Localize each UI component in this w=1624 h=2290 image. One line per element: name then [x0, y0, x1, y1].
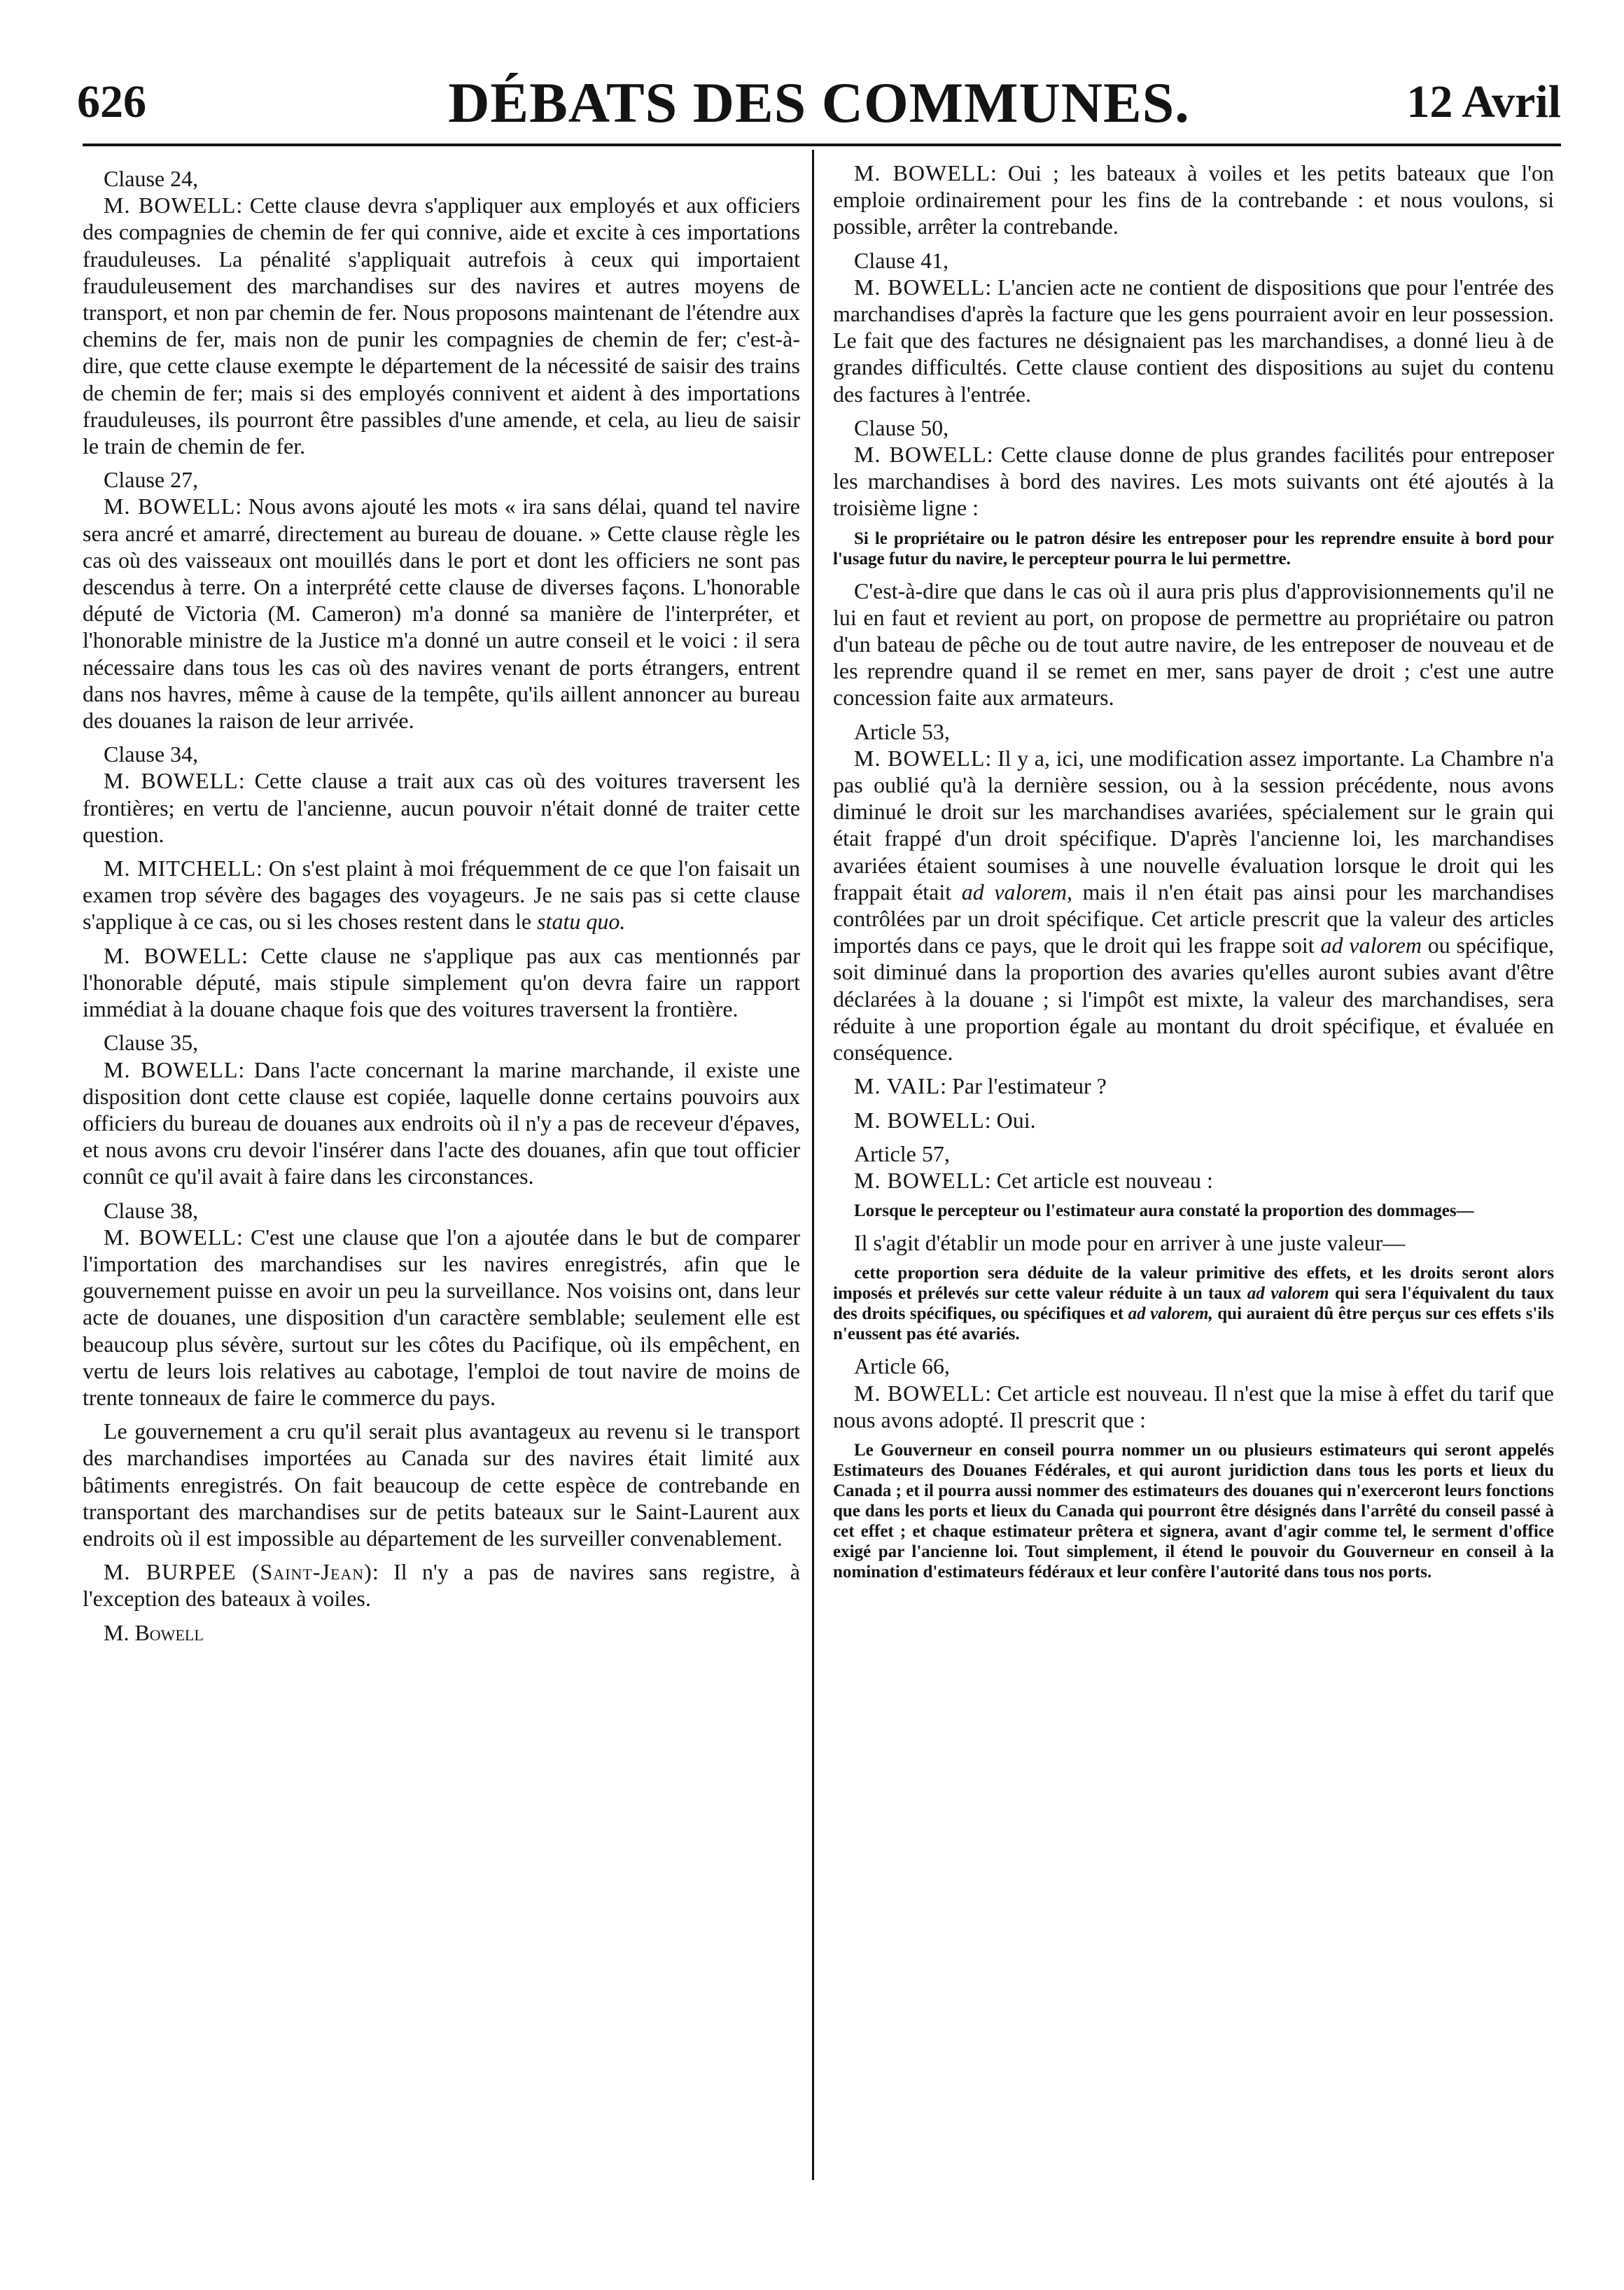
clause-heading: Article 57,: [854, 1140, 950, 1166]
paragraph: [833, 160, 1554, 240]
speaker-name: M. VAIL: [854, 1073, 941, 1099]
paragraph: Il s'agit d'établir un mode pour en arriver à une juste valeur—: [854, 1230, 1406, 1256]
speaker-name: M. BOWELL: [104, 768, 239, 794]
speech-text: ou spécifique, soit diminué dans la proportion des avaries qu'elles auront subies avant d'être déclarées à la douane ; si l'impôt est mixte, la valeur des marchandises, sera réduite à une proportion égale au montant du droit spécifique, et évaluée en conséquence.: [833, 933, 1555, 1066]
paragraph: [833, 1107, 1554, 1133]
clause-heading: Article 53,: [854, 718, 950, 744]
clause-heading: Clause 41,: [854, 247, 949, 273]
paragraph: [83, 1558, 800, 1612]
paragraph: [83, 1056, 800, 1190]
speaker-name: M. BOWELL: [104, 1224, 237, 1250]
paragraph: [83, 192, 800, 459]
speaker-name: M. BOWELL: [854, 745, 986, 771]
paragraph: [833, 1073, 1554, 1099]
speaker-name: M. Bowell: [104, 1619, 204, 1645]
speech-text: mais il n'en était pas ainsi pour les marchandises contrôlées par un droit spécifique. Cet article prescrit que la valeur des articles importés dans ce pays, que le droit qui les frappe soit: [833, 879, 1555, 958]
speech-text: : Cette clause donne de plus grandes facilités pour entreposer les marchandises à bord des navires. Les mots suivants ont été ajoutés à la troisième ligne :: [833, 442, 1555, 521]
speaker-name: M. BOWELL: [854, 274, 986, 300]
speech-text: : L'ancien acte ne contient de dispositions que pour l'entrée des marchandises d'après la facture que les gens pourraient avoir en leur possession. Le fait que des factures ne désignaient pas les marchandises, a donné lieu à de grandes difficultés. Cette clause contient des dispositions au sujet du contenu des factures à l'entrée.: [833, 274, 1555, 407]
quoted-text: Lorsque le percepteur ou l'estimateur aura constaté la proportion des dommages—: [854, 1201, 1474, 1221]
italic-text: ad valorem: [1320, 933, 1422, 958]
right-column: [833, 160, 1554, 1591]
paragraph: [83, 942, 800, 1023]
speaker-name: M. BOWELL: [104, 193, 237, 218]
page-header: [77, 70, 1561, 147]
speech-text: : Cette clause devra s'appliquer aux employés et aux officiers des compagnies de chemin de fer qui connive, aide et excite à ces importations frauduleuses. La pénalité s'appliquait autrefois à ceux qui importaient frauduleusement des marchandises sur des navires et autres moyens de transport, et non par chemin de fer. Nous proposons maintenant de l'étendre aux chemins de fer, mais non de punir les compagnies de chemin de fer; c'est-à-dire, que cette clause exempte le département de la nécessité de saisir des trains de chemin de fer; mais si des employés connivent et aident à des importations frauduleuses, ils pourront être passibles d'une amende, et cela, au lieu de saisir le train de chemin de fer.: [83, 193, 801, 459]
speech-text: : Cet article est nouveau. Il n'est que la mise à effet du tarif que nous avons adopté. Il prescrit que :: [833, 1380, 1555, 1432]
speaker-name: M. BOWELL: [854, 1380, 986, 1406]
paragraph: [833, 274, 1554, 407]
paragraph: [833, 1167, 1554, 1194]
speaker-name: M. BOWELL: [854, 442, 987, 468]
quote-part: qui auraient dû être perçus sur ces effets s'ils n'eussent pas été avariés.: [833, 1304, 1554, 1344]
page-number: 626: [77, 76, 146, 127]
paragraph: [833, 1380, 1554, 1433]
quoted-text: Si le propriétaire ou le patron désire les entreposer pour les reprendre ensuite à bord pour l'usage futur du navire, le percepteur pourra le lui permettre.: [833, 529, 1554, 568]
speaker-name: M. BOWELL: [854, 1107, 985, 1133]
speaker-name: M. BOWELL: [854, 1167, 985, 1193]
speech-text: : Il n'y a pas de navires sans registre, à l'exception des bateaux à voiles.: [83, 1559, 801, 1612]
paragraph: [833, 745, 1554, 1066]
clause-heading: Clause 38,: [104, 1197, 199, 1223]
speech-text: : Dans l'acte concernant la marine marchande, il existe une disposition dont cette clause est copiée, laquelle donne certains pouvoirs aux officiers du bureau de douanes aux endroits où il n'y a pas de receveur d'épaves, et nous avons cru devoir l'insérer dans l'acte des douanes, afin que tout officier connût ce qu'il avait à faire dans les circonstances.: [83, 1056, 801, 1189]
paragraph: [83, 1224, 800, 1411]
speech-text: : Cette clause ne s'applique pas aux cas mentionnés par l'honorable député, mais stipule simplement qu'on devra faire un rapport immédiat à la douane chaque fois que des voitures traversent la frontière.: [83, 942, 801, 1022]
paragraph: [83, 1619, 800, 1646]
header-rule: [83, 144, 1561, 146]
clause-heading: Article 66,: [854, 1353, 950, 1379]
paragraph: [83, 855, 800, 935]
left-column: [83, 160, 800, 1653]
speaker-name: M. BOWELL: [854, 160, 990, 186]
paragraph: [833, 441, 1554, 522]
clause-heading: Clause 24,: [104, 166, 199, 191]
paragraph: [83, 767, 800, 848]
speech-text: : Il y a, ici, une modification assez importante. La Chambre n'a pas oublié qu'à la dernière session, ou à la session précédente, nous avons diminué le droit sur les marchandises avariées, spécialement sur le grain qui était frappé d'un droit spécifique. D'après l'ancienne loi, les marchandises avariées étaient soumises à une nouvelle évaluation lorsque le droit qui les frappait était: [833, 745, 1555, 905]
speech-text: : Cette clause a trait aux cas où des voitures traversent les frontières; en vertu de l'ancienne, aucun pouvoir n'était donné de traiter cette question.: [83, 768, 800, 847]
paragraph: Le gouvernement a cru qu'il serait plus avantageux au revenu si le transport des marchandises importées au Canada sur des navires était limité aux bâtiments enregistrés. On fait beaucoup de cette espèce de contrebande en transportant des marchandises sur de petits bateaux sur le Saint-Laurent aux endroits où il est impossible au département de les surveiller convenablement.: [83, 1418, 800, 1551]
speech-text: : Oui.: [984, 1107, 1036, 1133]
speaker-name: M. BOWELL: [104, 494, 236, 519]
paragraph: [83, 493, 800, 734]
speech-text: : Par l'estimateur ?: [940, 1073, 1107, 1099]
speech-text: : On s'est plaint à moi fréquemment de ce que l'on faisait un examen trop sévère des bagages des voyageurs. Je ne sais pas si cette clause s'applique à ce cas, ou si les choses restent dans le: [83, 856, 801, 935]
page-date: 12 Avril: [1406, 76, 1561, 127]
speech-text: : C'est une clause que l'on a ajoutée dans le but de comparer l'importation des marchandises sur les navires enregistrés, afin que le gouvernement puisse en avoir un peu la surveillance. Nos voisins ont, dans leur acte de douanes, une disposition d'un caractère semblable; seulement elle est beaucoup plus sévère, surtout sur les côtes du Pacifique, où ils empêchent, en vertu de leurs lois relatives au cabotage, l'emploi de tout navire de moins de trente tonneaux de faire le commerce du pays.: [83, 1224, 800, 1410]
speech-text: : Oui ; les bateaux à voiles et les petits bateaux que l'on emploie ordinairement pour les fins de la contrebande : et nous voulons, si possible, arrêter la contrebande.: [833, 160, 1555, 239]
quoted-text: Le Gouverneur en conseil pourra nommer un ou plusieurs estimateurs qui seront appelés Estimateurs des Douanes Fédérales, et qui auront juridiction dans tous les ports et lieux du Canada ; et il pourra aussi nommer des estimateurs des douanes qui n'exerceront leurs fonctions que dans les ports et lieux du Canada qui pourront être désignés dans l'arrêté du conseil passé à cet effet ; et chaque estimateur prêtera et signera, avant d'agir comme tel, le serment d'office exigé par l'ancienne loi. Tout simplement, il étend le pouvoir du Gouverneur en conseil à la nomination d'estimateurs fédéraux et leur confère l'autorité dans tous nos ports.: [833, 1440, 1554, 1582]
speaker-name: M. BOWELL: [104, 942, 242, 968]
column-divider: [812, 150, 814, 2180]
clause-heading: Clause 34,: [104, 741, 199, 767]
speaker-name: M. BURPEE (Saint-Jean): [104, 1559, 372, 1585]
clause-heading: Clause 35,: [104, 1030, 199, 1056]
speech-text: : Nous avons ajouté les mots « ira sans délai, quand tel navire sera ancré et amarré, directement au bureau de douane. » Cette clause règle les cas où des vaisseaux ont mouillés dans le port et dont les officiers ne sont pas descendus à terre. On a interprété cette clause de diverses façons. L'honorable député de Victoria (M. Cameron) m'a donné sa manière de l'interpréter, et l'honorable ministre de la Justice m'a donné un autre conseil et le voici : il sera nécessaire dans tous les cas où des navires venant de ports étrangers, entrent dans nos havres, même à cause de la tempête, qu'ils aillent annoncer au bureau des douanes la raison de leur arrivée.: [83, 494, 801, 734]
quoted-text: [833, 1263, 1554, 1344]
italic-text: ad valorem,: [961, 879, 1073, 905]
page-title: DÉBATS DES COMMUNES.: [448, 71, 1190, 134]
speaker-name: M. BOWELL: [104, 1056, 239, 1082]
italic-text: ad valorem,: [1128, 1304, 1213, 1324]
quote-part: qui sera l'équivalent du taux des droits spécifiques, ou spécifiques et: [833, 1284, 1554, 1324]
clause-heading: Clause 27,: [104, 467, 199, 493]
italic-text: ad valorem: [1247, 1284, 1329, 1304]
italic-text: statu quo.: [537, 909, 626, 935]
clause-heading: Clause 50,: [854, 414, 949, 440]
speaker-name: M. MITCHELL: [104, 856, 257, 881]
paragraph: C'est-à-dire que dans le cas où il aura pris plus d'approvisionnements qu'il ne lui en faut et revient au port, on propose de permettre au propriétaire ou patron d'un bateau de pêche ou de tout autre navire, de les entreposer de nouveau et de les reprendre quand il se remet en mer, sans payer de droit ; c'est une autre concession faite aux armateurs.: [833, 578, 1554, 711]
quote-part: cette proportion sera déduite de la valeur primitive des effets, et les droits seront alors imposés et prélevés sur cette valeur réduite à un taux: [833, 1264, 1554, 1304]
speech-text: : Cet article est nouveau :: [984, 1167, 1213, 1193]
